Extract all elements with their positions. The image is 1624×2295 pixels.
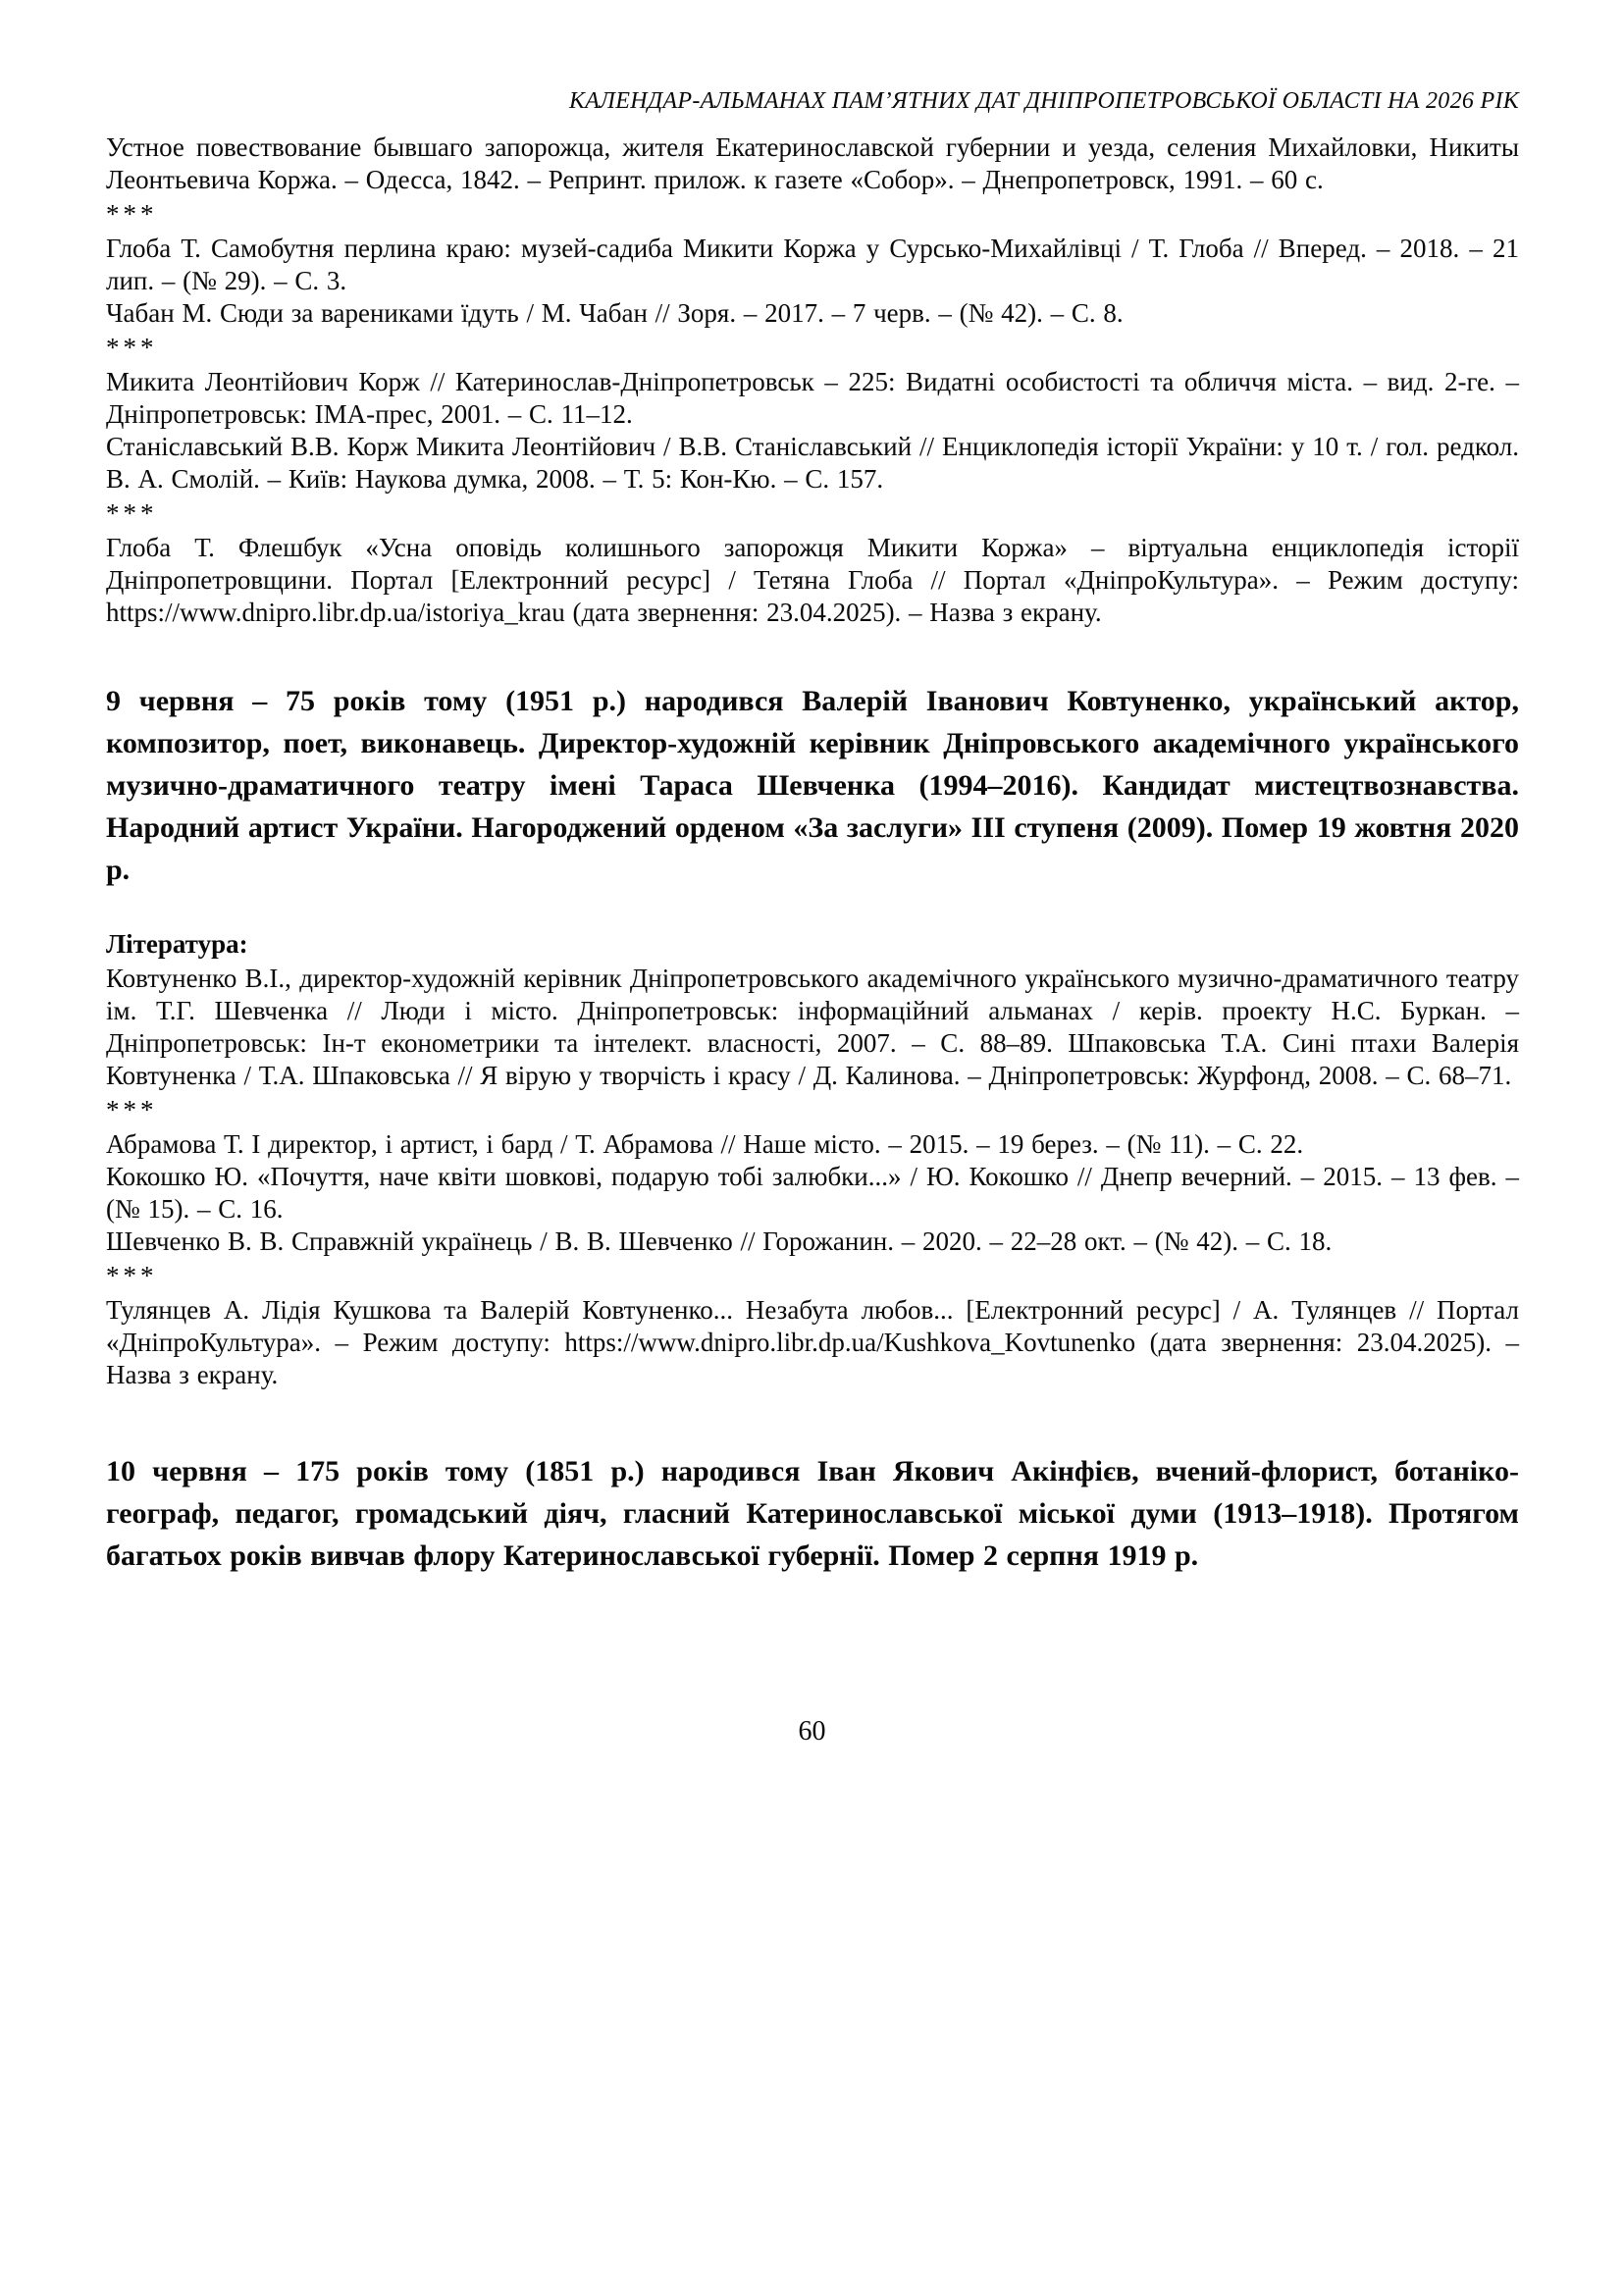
anniversary-heading-june-10-akinfiiev: 10 червня – 175 років тому (1851 р.) народився Іван Якович Акінфієв, вчений-флорист, ботаніко-географ, педагог, громадський діяч, гласний Катеринославської міської думи (1913–1918). Протягом багатьох років вивчав флору Катеринославської губернії. Помер 2 серпня 1919 р. (106, 1455, 1519, 1572)
bibliography-entry-korzh-oral-story: Устное повествование бывшаго запорожца, жителя Екатеринославской губернии и уезда, селения Михайловки, Никиты Леонтьевича Коржа. – Одесса, 1842. – Репринт. прилож. к газете «Собор». – Днепропетровск, 1991. – 60 с. (106, 132, 1519, 194)
bibliography-entry-abramova: Абрамова Т. І директор, і артист, і бард / Т. Абрамова // Наше місто. – 2015. – 19 берез. – (№ 11). – С. 22. (106, 1129, 1304, 1159)
section-separator: *** (106, 498, 158, 528)
bibliography-entry-chaban: Чабан М. Сюди за варениками їдуть / М. Чабан // Зоря. – 2017. – 7 черв. – (№ 42). – С. 8. (106, 298, 1124, 328)
section-separator: *** (106, 1261, 158, 1290)
anniversary-heading-june-9-kovtunenko: 9 червня – 75 років тому (1951 р.) народився Валерій Іванович Ковтуненко, український актор, композитор, поет, виконавець. Директор-художній керівник Дніпровського академічного українського музично-драматичного театру імені Тараса Шевченка (1994–2016). Кандидат мистецтвознавства. Народний артист України. Нагороджений орденом «За заслуги» ІІІ ступеня (2009). Помер 19 жовтня 2020 р. (106, 685, 1519, 886)
page-content (106, 86, 1519, 1577)
bibliography-entry-korzh-encyclopedia: Микита Леонтійович Корж // Катеринослав-Дніпропетровськ – 225: Видатні особистості та обличчя міста. – вид. 2-ге. – Дніпропетровськ: ІМА-прес, 2001. – С. 11–12. (106, 367, 1519, 429)
section-separator: *** (106, 333, 158, 362)
literature-label: Література: (106, 929, 248, 959)
bibliography-entry-globa-museum: Глоба Т. Самобутня перлина краю: музей-садиба Микити Коржа у Сурсько-Михайлівці / Т. Глоба // Вперед. – 2018. – 21 лип. – (№ 29). – С. 3. (106, 234, 1519, 295)
bibliography-entry-kovtunenko-liudy-i-misto: Ковтуненко В.І., директор-художній керівник Дніпропетровського академічного українського музично-драматичного театру ім. Т.Г. Шевченка // Люди і місто. Дніпропетровськ: інформаційний альманах / керів. проекту Н.С. Буркан. – Дніпропетровськ: Ін-т економетрики та інтелект. власності, 2007. – С. 88–89. Шпаковська Т.А. Сині птахи Валерія Ковтуненка / Т.А. Шпаковська // Я вірую у творчість і красу / Д. Калинова. – Дніпропетровськ: Журфонд, 2008. – С. 68–71. (106, 964, 1519, 1090)
section-separator: *** (106, 199, 158, 229)
bibliography-entry-shevchenko: Шевченко В. В. Справжній українець / В. В. Шевченко // Горожанин. – 2020. – 22–28 окт. – (№ 42). – С. 18. (106, 1226, 1333, 1256)
bibliography-entry-stanislavskyi: Станіславський В.В. Корж Микита Леонтійович / В.В. Станіславський // Енциклопедія історії України: у 10 т. / гол. редкол. В. А. Смолій. – Київ: Наукова думка, 2008. – Т. 5: Кон-Кю. – С. 157. (106, 432, 1519, 494)
section-separator: *** (106, 1095, 158, 1124)
bibliography-entry-tuliantsev: Тулянцев А. Лідія Кушкова та Валерій Ковтуненко... Незабута любов... [Електронний ресурс] / А. Тулянцев // Портал «ДніпроКультура». – Режим доступу: https://www.dnipro.libr.dp.ua/Kushkova_Kovtunenko (дата звернення: 23.04.2025). – Назва з екрану. (106, 1295, 1519, 1389)
running-header: КАЛЕНДАР-АЛЬМАНАХ ПАМ’ЯТНИХ ДАТ ДНІПРОПЕТРОВСЬКОЇ ОБЛАСТІ НА 2026 РІК (568, 88, 1519, 114)
bibliography-entry-kokoshko: Кокошко Ю. «Почуття, наче квіти шовкові, подарую тобі залюбки...» / Ю. Кокошко // Днепр вечерний. – 2015. – 13 фев. – (№ 15). – С. 16. (106, 1162, 1519, 1224)
bibliography-entry-globa-flashbook: Глоба Т. Флешбук «Усна оповідь колишнього запорожця Микити Коржа» – віртуальна енциклопедія історії Дніпропетровщини. Портал [Електронний ресурс] / Тетяна Глоба // Портал «ДніпроКультура». – Режим доступу: https://www.dnipro.libr.dp.ua/istoriya_krau (дата звернення: 23.04.2025). – Назва з екрану. (106, 533, 1519, 627)
page-number: 60 (798, 1716, 826, 1747)
